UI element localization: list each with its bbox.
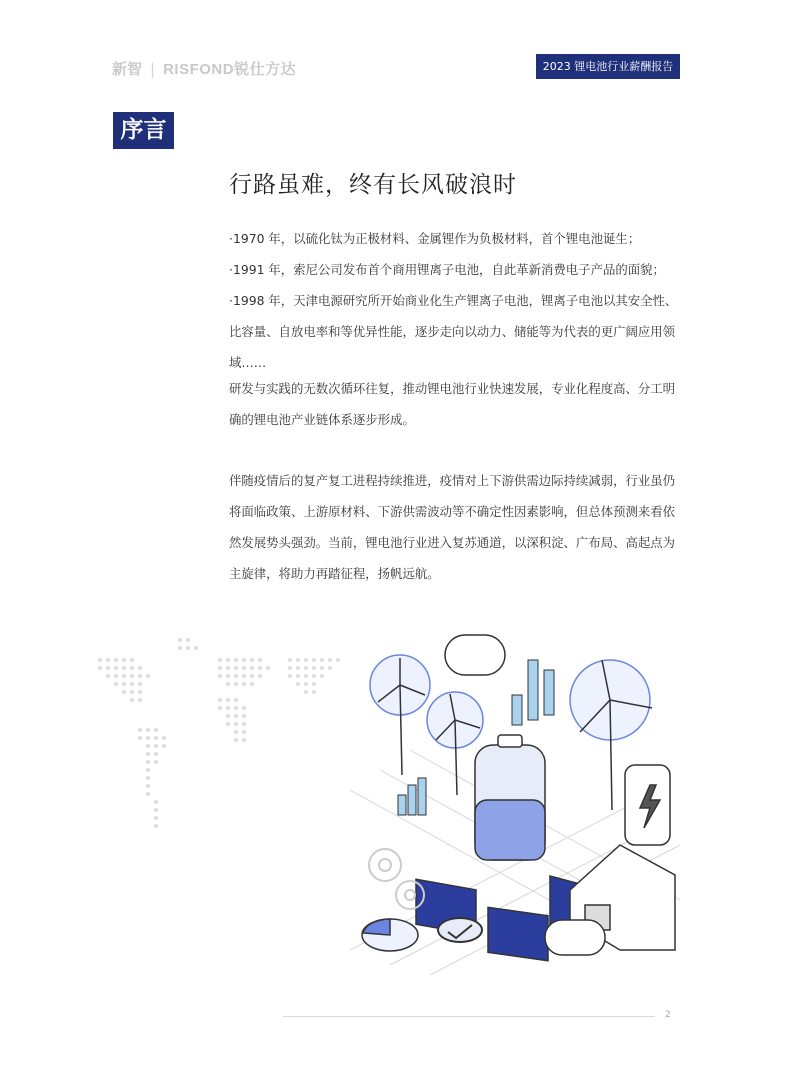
battery-icon: [475, 735, 545, 860]
header-logo: [112, 58, 296, 79]
bullet-1991: ·1991 年，索尼公司发布首个商用锂离子电池，自此革新消费电子产品的面貌；: [229, 262, 665, 277]
footer-divider: [283, 1016, 655, 1017]
energy-illustration: [80, 620, 700, 980]
world-map-dots: [98, 638, 340, 828]
report-title-tag: 2023 锂电池行业薪酬报告: [536, 54, 680, 79]
pie-chart-icon: [362, 919, 418, 951]
page-number: 2: [665, 1010, 671, 1020]
headline: 行路虽难，终有长风破浪时: [229, 172, 517, 198]
bullet-1970: ·1970 年，以硫化钛为正极材料、金属锂作为负极材料，首个锂电池诞生；: [229, 231, 641, 246]
section-title: 序言: [113, 112, 174, 149]
paragraph-2: [229, 465, 684, 589]
small-battery-icon: [625, 765, 670, 845]
paragraph-2-text: 伴随疫情后的复产复工进程持续推进，疫情对上下游供需边际持续减弱，行业虽仍将面临政策、上游原材料、下游供需波动等不确定性因素影响，但总体预测来看依然发展势头强劲。当前，锂电池行业进入复苏通道，以深积淀、广布局、高起点为主旋律，将助力再踏征程，扬帆远航。: [229, 473, 676, 581]
checkmark-icon: [438, 918, 482, 942]
paragraph-1-text: 研发与实践的无数次循环往复，推动锂电池行业快速发展，专业化程度高、分工明确的锂电池产业链体系逐步形成。: [229, 381, 676, 427]
history-bullets: [229, 223, 684, 378]
risfond-logo: RISFOND锐仕方达: [163, 61, 297, 78]
xinzhi-logo: 新智: [112, 60, 143, 78]
logo-separator: |: [150, 59, 156, 78]
paragraph-1: [229, 373, 684, 435]
bullet-1998: ·1998 年，天津电源研究所开始商业化生产锂离子电池，锂离子电池以其安全性、比容量、自放电率和等优异性能，逐步走向以动力、储能等为代表的更广阔应用领域……: [229, 293, 678, 370]
